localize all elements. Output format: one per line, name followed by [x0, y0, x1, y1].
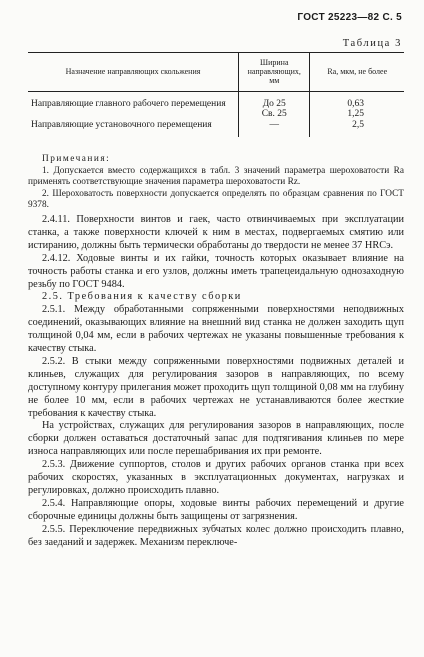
table-cell-purpose: Направляющие установочного перемещения [31, 120, 212, 131]
table-row [28, 109, 404, 120]
column-header-purpose: Назначение направляющих скольжения [28, 53, 239, 92]
table-cell-purpose: Направляющие главного рабочего перемещения [31, 98, 226, 109]
paragraph-2-4-12: 2.4.12. Ходовые винты и их гайки, точность которых оказывает влияние на точность работы станка и его узлов, должны иметь трапецеидальную однозаходную резьбу по ГОСТ 9484. [28, 252, 404, 290]
section-heading-2-5: 2.5. Требования к качеству сборки [42, 291, 242, 303]
table-cell-ra: 2,5 [310, 120, 404, 137]
table-header-row [28, 53, 404, 92]
paragraph-2-5-2: 2.5.2. В стыки между сопряженными поверхностями подвижных деталей и клиньев, служащих для регулирования зазоров в направляющих, по всему доступному контуру прилегания может проходить щуп толщиной 0,08 мм на глубину не более 10 мм, если в рабочих чертежах не устанавливаются более жесткие требования к качеству стыка. [28, 355, 404, 419]
table-notes [28, 154, 404, 212]
roughness-table [28, 52, 404, 137]
table-cell-width: — [239, 120, 310, 137]
paragraph-2-5-4: 2.5.4. Направляющие опоры, ходовые винты рабочих перемещений и другие сборочные единицы должны быть защищены от загрязнения. [28, 497, 404, 522]
paragraph-2-5-1: 2.5.1. Между обработанными сопряженными поверхностями неподвижных соединений, оказывающих влияние на внешний вид станка не должен заходить щуп толщиной 0,04 мм, если в рабочих чертежах не указаны повышенные требования к качеству стыка. [28, 304, 404, 355]
paragraph-2-5-2-continued: На устройствах, служащих для регулирования зазоров в направляющих, после сборки должен оставаться достаточный запас для подтягивания клиньев по мере износа направляющих или после перешабривания их при ремонте. [28, 420, 404, 458]
table-cell-ra: 0,63 [310, 91, 404, 109]
table-cell-ra: 1,25 [310, 109, 404, 120]
table-row [28, 120, 404, 137]
column-header-width: Ширина направляющих, мм [239, 53, 310, 92]
note-item: 2. Шероховатость поверхности допускается определять по образцам сравнения по ГОСТ 9378. [28, 188, 404, 211]
table-caption: Таблица 3 [342, 38, 402, 49]
table-cell-width: Св. 25 [239, 109, 310, 120]
document-body [28, 154, 404, 550]
column-header-ra: Ra, мкм, не более [310, 53, 404, 92]
paragraph-2-4-11: 2.4.11. Поверхности винтов и гаек, часто отвинчиваемых при эксплуатации станка, а также поверхности ключей к ним в местах, подвергаемых смятию или истиранию, должны быть термически обработаны до твердости не менее 37 HRCэ. [28, 213, 404, 251]
paragraph-2-5-3: 2.5.3. Движение суппортов, столов и других рабочих органов станка при всех рабочих скоростях, указанных в эксплуатационных документах, нагрузках и регулировках, должно происходить плавно. [28, 459, 404, 496]
table-row [28, 91, 404, 109]
page-header: ГОСТ 25223—82 С. 5 [297, 12, 402, 23]
note-item: 1. Допускается вместо содержащихся в табл. 3 значений параметра шероховатости Ra применять соответствующие значения параметра шероховатости Rz. [28, 165, 404, 188]
table-cell-width: До 25 [239, 91, 310, 109]
paragraph-2-5-5: 2.5.5. Переключение передвижных зубчатых колес должно происходить плавно, без заеданий и задержек. Механизм переключе- [28, 523, 404, 548]
notes-title: Примечания: [42, 154, 111, 164]
table-cell-purpose [28, 109, 239, 120]
